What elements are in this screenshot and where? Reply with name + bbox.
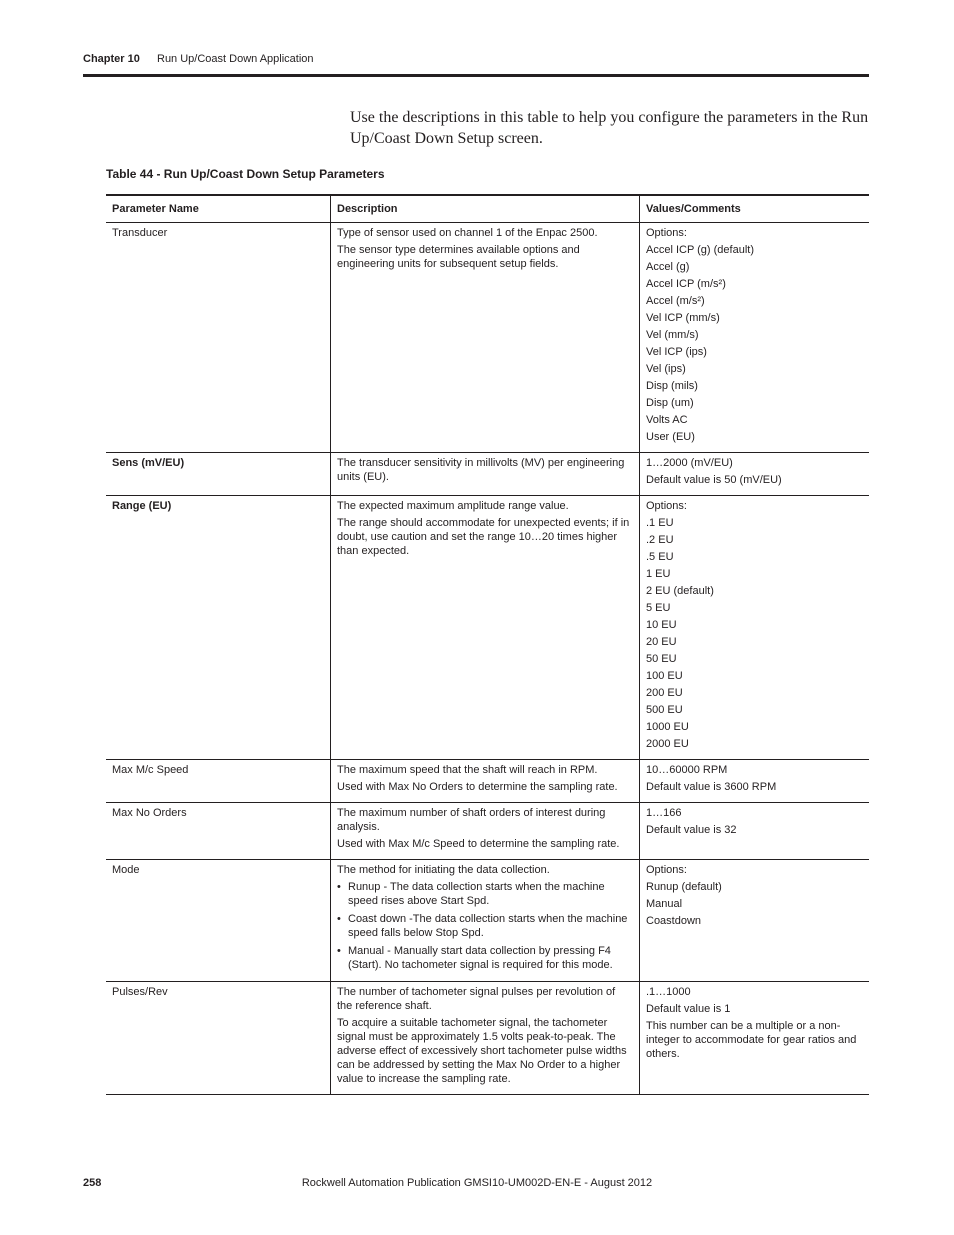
value-line: .5 EU [646,551,674,563]
description-text: The method for initiating the data collection. [337,864,550,876]
table-header-row [106,195,869,223]
table-row [106,982,869,1095]
values-cell [640,760,870,803]
chapter-label: Chapter 10 [83,53,140,65]
parameter-name: Sens (mV/EU) [112,457,185,469]
description-bullet-list [337,880,633,972]
chapter-title: Run Up/Coast Down Application [157,53,314,65]
value-line: .2 EU [646,534,674,546]
value-line: Options: [646,864,687,876]
value-line: Accel ICP (m/s²) [646,278,726,290]
value-line: 100 EU [646,670,683,682]
values-cell [640,982,870,1095]
value-line: Vel (ips) [646,363,686,375]
parameter-name: Range (EU) [112,500,172,512]
value-line: Accel (m/s²) [646,295,705,307]
values-cell [640,860,870,982]
value-line: 2000 EU [646,738,689,750]
description-cell [331,982,640,1095]
value-line: Default value is 3600 RPM [646,781,777,793]
description-text: The number of tachometer signal pulses per revolution of the reference shaft. [337,986,616,1012]
value-line: Volts AC [646,414,688,426]
description-text: Used with Max No Orders to determine the sampling rate. [337,781,618,793]
value-line: Vel (mm/s) [646,329,699,341]
value-line: 5 EU [646,602,671,614]
value-line: Disp (um) [646,397,694,409]
value-line: 10…60000 RPM [646,764,728,776]
table-row [106,860,869,982]
value-line: 50 EU [646,653,677,665]
value-line: This number can be a multiple or a non-integer to accommodate for gear ratios and others. [646,1020,857,1060]
value-line: User (EU) [646,431,695,443]
parameter-name-cell [106,223,331,453]
value-line: Default value is 32 [646,824,737,836]
value-line: Accel ICP (g) (default) [646,244,755,256]
parameter-name: Max M/c Speed [112,764,189,776]
intro-paragraph: Use the descriptions in this table to help you configure the parameters in the Run Up/Coast Down Setup screen. [350,109,869,147]
value-line: 1…166 [646,807,682,819]
description-text: To acquire a suitable tachometer signal, the tachometer signal must be approximately 1.5 volts peak-to-peak. The adverse effect of excessively short tachometer pulse widths can be addressed by setting the Max No Order to a higher value to increase the sampling rate. [337,1017,627,1085]
value-line: 20 EU [646,636,677,648]
description-cell [331,496,640,760]
column-header: Description [331,195,640,223]
running-header [83,53,314,65]
value-line: Manual [646,898,683,910]
table-row [106,496,869,760]
table-row [106,223,869,453]
parameter-name-cell [106,496,331,760]
table-row [106,803,869,860]
description-cell [331,760,640,803]
description-text: The maximum number of shaft orders of interest during analysis. [337,807,606,833]
description-text: The maximum speed that the shaft will reach in RPM. [337,764,598,776]
page-number: 258 [83,1177,102,1189]
description-text: The range should accommodate for unexpected events; if in doubt, use caution and set the range 10…20 times higher than expected. [337,517,630,557]
parameter-name-cell [106,860,331,982]
parameter-name: Transducer [112,227,168,239]
header-rule [83,74,869,77]
value-line: Coastdown [646,915,702,927]
publication-info: Rockwell Automation Publication GMSI10-UM002D-EN-E - August 2012 [301,1177,653,1189]
description-bullet: • Runup - The data collection starts when the machine speed rises above Start Spd. [337,880,633,908]
description-cell [331,223,640,453]
table-row [106,760,869,803]
parameter-name: Max No Orders [112,807,187,819]
table-caption: Table 44 - Run Up/Coast Down Setup Parameters [106,167,385,181]
description-bullet: • Coast down -The data collection starts when the machine speed falls below Stop Spd. [337,912,633,940]
value-line: 500 EU [646,704,683,716]
values-cell [640,803,870,860]
parameter-name-cell [106,453,331,496]
value-line: Options: [646,227,687,239]
value-line: 200 EU [646,687,683,699]
value-line: Vel ICP (ips) [646,346,707,358]
value-line: Disp (mils) [646,380,698,392]
value-line: .1…1000 [646,986,691,998]
values-cell [640,453,870,496]
description-cell [331,453,640,496]
description-cell [331,860,640,982]
value-line: 10 EU [646,619,677,631]
value-line: 2 EU (default) [646,585,714,597]
description-text: Used with Max M/c Speed to determine the sampling rate. [337,838,620,850]
values-cell [640,496,870,760]
description-bullet: • Manual - Manually start data collection by pressing F4 (Start). No tachometer signal is required for this mode. [337,944,633,972]
parameters-table [106,194,869,1095]
description-text: The transducer sensitivity in millivolts (MV) per engineering units (EU). [337,457,625,483]
parameter-name-cell [106,760,331,803]
description-text: Type of sensor used on channel 1 of the Enpac 2500. [337,227,598,239]
value-line: Default value is 1 [646,1003,731,1015]
value-line: Runup (default) [646,881,722,893]
values-cell [640,223,870,453]
table-row [106,453,869,496]
value-line: Options: [646,500,687,512]
value-line: 1 EU [646,568,671,580]
parameter-name-cell [106,982,331,1095]
value-line: 1000 EU [646,721,689,733]
value-line: 1…2000 (mV/EU) [646,457,733,469]
value-line: Vel ICP (mm/s) [646,312,720,324]
description-text: The sensor type determines available options and engineering units for subsequent setup fields. [337,244,580,270]
value-line: Default value is 50 (mV/EU) [646,474,782,486]
value-line: Accel (g) [646,261,690,273]
column-header: Parameter Name [106,195,331,223]
parameter-name-cell [106,803,331,860]
parameter-name: Mode [112,864,140,876]
description-cell [331,803,640,860]
column-header: Values/Comments [640,195,870,223]
parameter-name: Pulses/Rev [112,986,168,998]
value-line: .1 EU [646,517,674,529]
description-text: The expected maximum amplitude range value. [337,500,569,512]
